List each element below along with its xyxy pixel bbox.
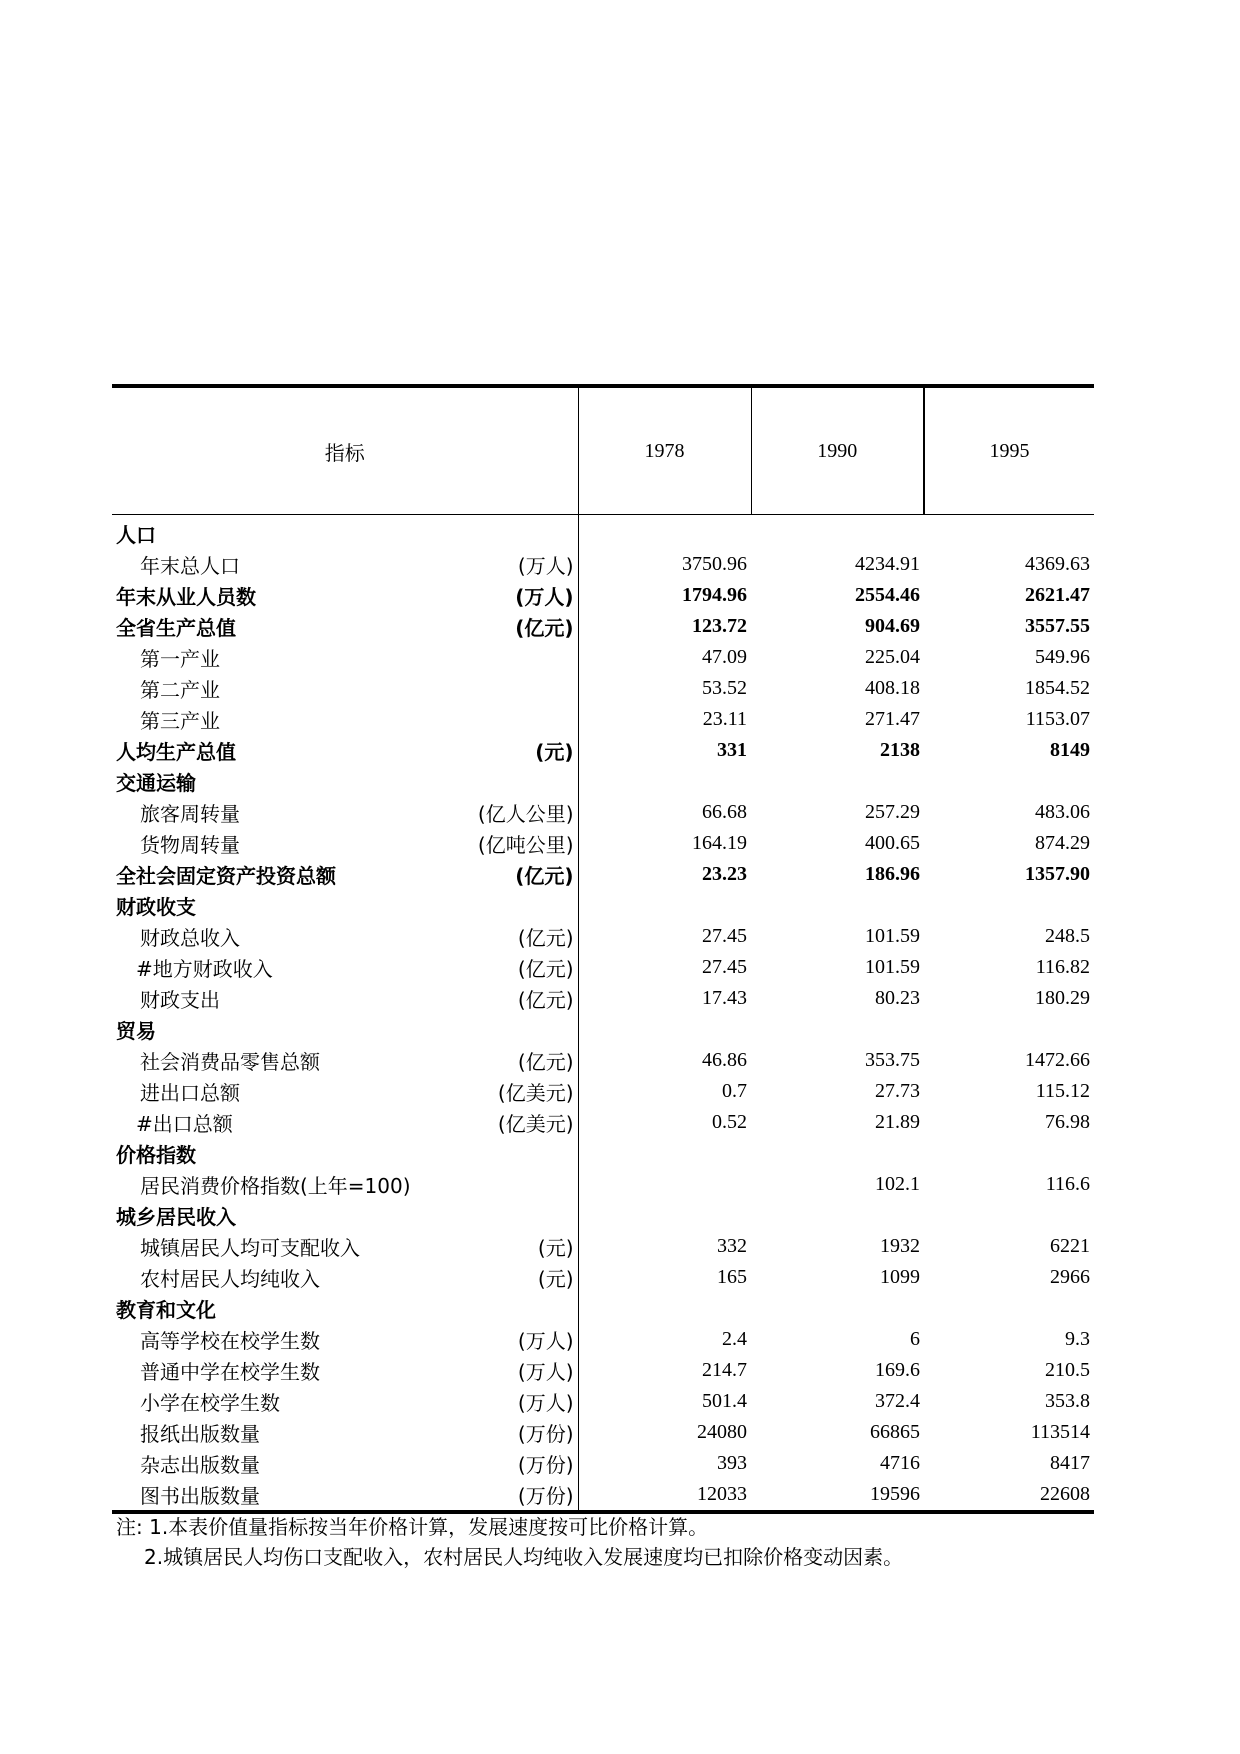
row-label: #出口总额 — [136, 1112, 233, 1136]
value-cell-1995 — [924, 515, 1094, 550]
value-cell-1990: 372.4 — [875, 1390, 920, 1412]
value-cell-1995: 116.6 — [1045, 1173, 1090, 1195]
row-label: 人口 — [116, 523, 156, 547]
table-row — [112, 611, 1094, 642]
value-cell-1978: 23.11 — [702, 708, 747, 730]
table-row — [112, 1138, 1094, 1169]
row-unit — [476, 1200, 578, 1231]
value-cell-1995: 115.12 — [1035, 1080, 1090, 1102]
row-label: 人均生产总值 — [116, 740, 236, 764]
table-row — [112, 1169, 1094, 1200]
value-cell-1990: 2554.46 — [855, 584, 920, 606]
row-unit: (亿元) — [476, 952, 578, 983]
value-cell-1990: 1099 — [880, 1266, 920, 1288]
row-label: 居民消费价格指数(上年=100) — [140, 1174, 411, 1198]
table-row — [112, 549, 1094, 580]
value-cell-1978: 501.4 — [702, 1390, 747, 1412]
value-cell-1978: 3750.96 — [682, 553, 747, 575]
table-row — [112, 642, 1094, 673]
table-row — [112, 1262, 1094, 1293]
row-unit: (元) — [476, 1231, 578, 1262]
row-unit: (亿元) — [476, 983, 578, 1014]
table-row — [112, 983, 1094, 1014]
value-cell-1995 — [924, 1138, 1094, 1169]
row-label: 图书出版数量 — [112, 1479, 476, 1512]
value-cell-1995: 874.29 — [1035, 832, 1090, 854]
row-label: 第二产业 — [140, 678, 220, 702]
table-row — [112, 1200, 1094, 1231]
value-cell-1990: 353.75 — [865, 1049, 920, 1071]
row-unit: (亿元) — [476, 859, 578, 890]
table-row — [112, 515, 1094, 550]
row-label: 小学在校学生数 — [140, 1391, 280, 1415]
value-cell-1978: 47.09 — [702, 646, 747, 668]
value-cell-1995: 1472.66 — [1025, 1049, 1090, 1071]
table-row — [112, 673, 1094, 704]
indicator-header: 指标 — [112, 386, 578, 515]
value-cell-1990: 80.23 — [875, 987, 920, 1009]
value-cell-1990: 225.04 — [865, 646, 920, 668]
value-cell-1990: 27.73 — [875, 1080, 920, 1102]
row-label: 财政收支 — [116, 895, 196, 919]
row-unit — [476, 1293, 578, 1324]
year-header-1978: 1978 — [578, 386, 751, 515]
row-label: 农村居民人均纯收入 — [140, 1267, 320, 1291]
value-cell-1978: 0.7 — [722, 1080, 747, 1102]
row-unit — [476, 673, 578, 704]
value-cell-1995: 8417 — [1050, 1452, 1090, 1474]
row-unit: (元) — [476, 1262, 578, 1293]
footnote-2: 2.城镇居民人均伤口支配收入，农村居民人均纯收入发展速度均已扣除价格变动因素。 — [144, 1545, 904, 1569]
value-cell-1978 — [578, 1138, 751, 1169]
row-label: 全省生产总值 — [116, 616, 236, 640]
value-cell-1995: 549.96 — [1035, 646, 1090, 668]
row-unit — [476, 1014, 578, 1045]
value-cell-1995: 1854.52 — [1025, 677, 1090, 699]
value-cell-1978: 331 — [717, 739, 747, 761]
value-cell-1978: 23.23 — [702, 863, 747, 885]
value-cell-1995 — [924, 766, 1094, 797]
value-cell-1978: 1794.96 — [682, 584, 747, 606]
value-cell-1990: 400.65 — [865, 832, 920, 854]
value-cell-1995: 248.5 — [1045, 925, 1090, 947]
table-row — [112, 580, 1094, 611]
value-cell-1990 — [751, 515, 924, 550]
value-cell-1995: 4369.63 — [1025, 553, 1090, 575]
table-row — [112, 735, 1094, 766]
value-cell-1995 — [924, 890, 1094, 921]
value-cell-1978 — [578, 1293, 751, 1324]
table-row — [112, 797, 1094, 828]
value-cell-1978: 164.19 — [692, 832, 747, 854]
value-cell-1995: 113514 — [1030, 1421, 1090, 1443]
value-cell-1990: 271.47 — [865, 708, 920, 730]
value-cell-1990: 19596 — [751, 1479, 924, 1512]
value-cell-1990: 2138 — [880, 739, 920, 761]
value-cell-1978: 393 — [717, 1452, 747, 1474]
value-cell-1990 — [751, 1293, 924, 1324]
row-unit: (万人) — [476, 1324, 578, 1355]
value-cell-1995 — [924, 1200, 1094, 1231]
value-cell-1978 — [578, 1200, 751, 1231]
table-body — [112, 515, 1094, 1513]
row-label: 杂志出版数量 — [140, 1453, 260, 1477]
row-label: 财政总收入 — [140, 926, 240, 950]
value-cell-1990: 21.89 — [875, 1111, 920, 1133]
row-unit: (万份) — [476, 1417, 578, 1448]
value-cell-1990: 186.96 — [865, 863, 920, 885]
table-row — [112, 704, 1094, 735]
row-unit — [476, 766, 578, 797]
value-cell-1978: 17.43 — [702, 987, 747, 1009]
value-cell-1995: 76.98 — [1045, 1111, 1090, 1133]
row-label: 年末从业人员数 — [116, 585, 256, 609]
value-cell-1990: 169.6 — [875, 1359, 920, 1381]
table-row — [112, 1448, 1094, 1479]
row-unit — [476, 515, 578, 550]
table-row — [112, 1386, 1094, 1417]
value-cell-1995: 9.3 — [1065, 1328, 1090, 1350]
value-cell-1978: 2.4 — [722, 1328, 747, 1350]
table-row — [112, 1479, 1094, 1512]
value-cell-1990: 101.59 — [865, 956, 920, 978]
value-cell-1990: 66865 — [870, 1421, 920, 1443]
value-cell-1990 — [751, 766, 924, 797]
footnote-1: 注: 1.本表价值量指标按当年价格计算，发展速度按可比价格计算。 — [116, 1515, 709, 1539]
row-label: 报纸出版数量 — [140, 1422, 260, 1446]
statistics-table — [112, 384, 1094, 1514]
row-unit: (万人) — [476, 1355, 578, 1386]
row-label: 社会消费品零售总额 — [140, 1050, 320, 1074]
value-cell-1978 — [578, 1014, 751, 1045]
row-label: 第三产业 — [140, 709, 220, 733]
row-unit: (亿元) — [476, 611, 578, 642]
value-cell-1995: 2966 — [1050, 1266, 1090, 1288]
value-cell-1995: 22608 — [924, 1479, 1094, 1512]
table-row — [112, 766, 1094, 797]
row-label: 城镇居民人均可支配收入 — [140, 1236, 360, 1260]
row-unit: (亿元) — [476, 921, 578, 952]
row-unit: (亿美元) — [476, 1107, 578, 1138]
value-cell-1978: 214.7 — [702, 1359, 747, 1381]
row-label: 贸易 — [116, 1019, 156, 1043]
row-unit: (万份) — [476, 1448, 578, 1479]
value-cell-1990: 408.18 — [865, 677, 920, 699]
table-row — [112, 921, 1094, 952]
table-row — [112, 1324, 1094, 1355]
value-cell-1995: 483.06 — [1035, 801, 1090, 823]
value-cell-1990: 101.59 — [865, 925, 920, 947]
value-cell-1995 — [924, 1293, 1094, 1324]
value-cell-1978: 53.52 — [702, 677, 747, 699]
value-cell-1978 — [578, 515, 751, 550]
value-cell-1995: 2621.47 — [1025, 584, 1090, 606]
value-cell-1978 — [578, 766, 751, 797]
table-row — [112, 1355, 1094, 1386]
row-label: 价格指数 — [116, 1143, 196, 1167]
value-cell-1978: 27.45 — [702, 925, 747, 947]
value-cell-1990: 904.69 — [865, 615, 920, 637]
table-row — [112, 828, 1094, 859]
row-label: 进出口总额 — [140, 1081, 240, 1105]
value-cell-1990: 257.29 — [865, 801, 920, 823]
value-cell-1995: 210.5 — [1045, 1359, 1090, 1381]
row-unit: (亿美元) — [476, 1076, 578, 1107]
table-row — [112, 1045, 1094, 1076]
value-cell-1990: 102.1 — [875, 1173, 920, 1195]
row-unit: (亿元) — [476, 1045, 578, 1076]
table-row — [112, 1014, 1094, 1045]
table-row — [112, 1107, 1094, 1138]
value-cell-1990: 1932 — [880, 1235, 920, 1257]
value-cell-1995: 353.8 — [1045, 1390, 1090, 1412]
row-unit — [476, 1169, 578, 1200]
value-cell-1990: 4716 — [880, 1452, 920, 1474]
table-header-row — [112, 386, 1094, 515]
row-unit: (万人) — [476, 580, 578, 611]
row-unit: (亿吨公里) — [476, 828, 578, 859]
table-row — [112, 1076, 1094, 1107]
value-cell-1990: 4234.91 — [855, 553, 920, 575]
table-row — [112, 890, 1094, 921]
value-cell-1978: 332 — [717, 1235, 747, 1257]
row-label: 城乡居民收入 — [116, 1205, 236, 1229]
value-cell-1978: 12033 — [578, 1479, 751, 1512]
row-unit — [476, 890, 578, 921]
value-cell-1978 — [578, 890, 751, 921]
value-cell-1995 — [924, 1014, 1094, 1045]
row-unit: (万人) — [476, 1386, 578, 1417]
row-label: 全社会固定资产投资总额 — [116, 864, 336, 888]
row-label: 年末总人口 — [140, 554, 240, 578]
row-label: 财政支出 — [140, 988, 220, 1012]
row-label: 高等学校在校学生数 — [140, 1329, 320, 1353]
row-unit: (元) — [476, 735, 578, 766]
value-cell-1990: 6 — [910, 1328, 920, 1350]
value-cell-1995: 180.29 — [1035, 987, 1090, 1009]
value-cell-1995: 116.82 — [1035, 956, 1090, 978]
value-cell-1995: 6221 — [1050, 1235, 1090, 1257]
value-cell-1990 — [751, 1200, 924, 1231]
value-cell-1995: 1153.07 — [1025, 708, 1090, 730]
table-row — [112, 1417, 1094, 1448]
value-cell-1978 — [578, 1169, 751, 1200]
table-row — [112, 1293, 1094, 1324]
row-unit: (亿人公里) — [476, 797, 578, 828]
value-cell-1978: 66.68 — [702, 801, 747, 823]
row-unit — [476, 1138, 578, 1169]
row-label: #地方财政收入 — [136, 957, 273, 981]
value-cell-1990 — [751, 1138, 924, 1169]
year-header-1995: 1995 — [924, 386, 1094, 515]
value-cell-1995: 1357.90 — [1025, 863, 1090, 885]
row-label: 旅客周转量 — [140, 802, 240, 826]
value-cell-1995: 3557.55 — [1025, 615, 1090, 637]
row-label: 教育和文化 — [116, 1298, 216, 1322]
value-cell-1990 — [751, 890, 924, 921]
value-cell-1978: 123.72 — [692, 615, 747, 637]
value-cell-1978: 165 — [717, 1266, 747, 1288]
row-unit — [476, 704, 578, 735]
row-label: 货物周转量 — [140, 833, 240, 857]
year-header-1990: 1990 — [751, 386, 924, 515]
row-label: 第一产业 — [140, 647, 220, 671]
value-cell-1978: 46.86 — [702, 1049, 747, 1071]
value-cell-1995: 8149 — [1050, 739, 1090, 761]
table-row — [112, 952, 1094, 983]
table-row — [112, 859, 1094, 890]
value-cell-1978: 27.45 — [702, 956, 747, 978]
value-cell-1978: 0.52 — [712, 1111, 747, 1133]
row-label: 普通中学在校学生数 — [140, 1360, 320, 1384]
row-unit: (万人) — [476, 549, 578, 580]
footnotes — [116, 1512, 903, 1572]
value-cell-1978: 24080 — [697, 1421, 747, 1443]
row-unit: (万份) — [476, 1479, 578, 1512]
value-cell-1990 — [751, 1014, 924, 1045]
table-row — [112, 1231, 1094, 1262]
row-unit — [476, 642, 578, 673]
row-label: 交通运输 — [116, 771, 196, 795]
